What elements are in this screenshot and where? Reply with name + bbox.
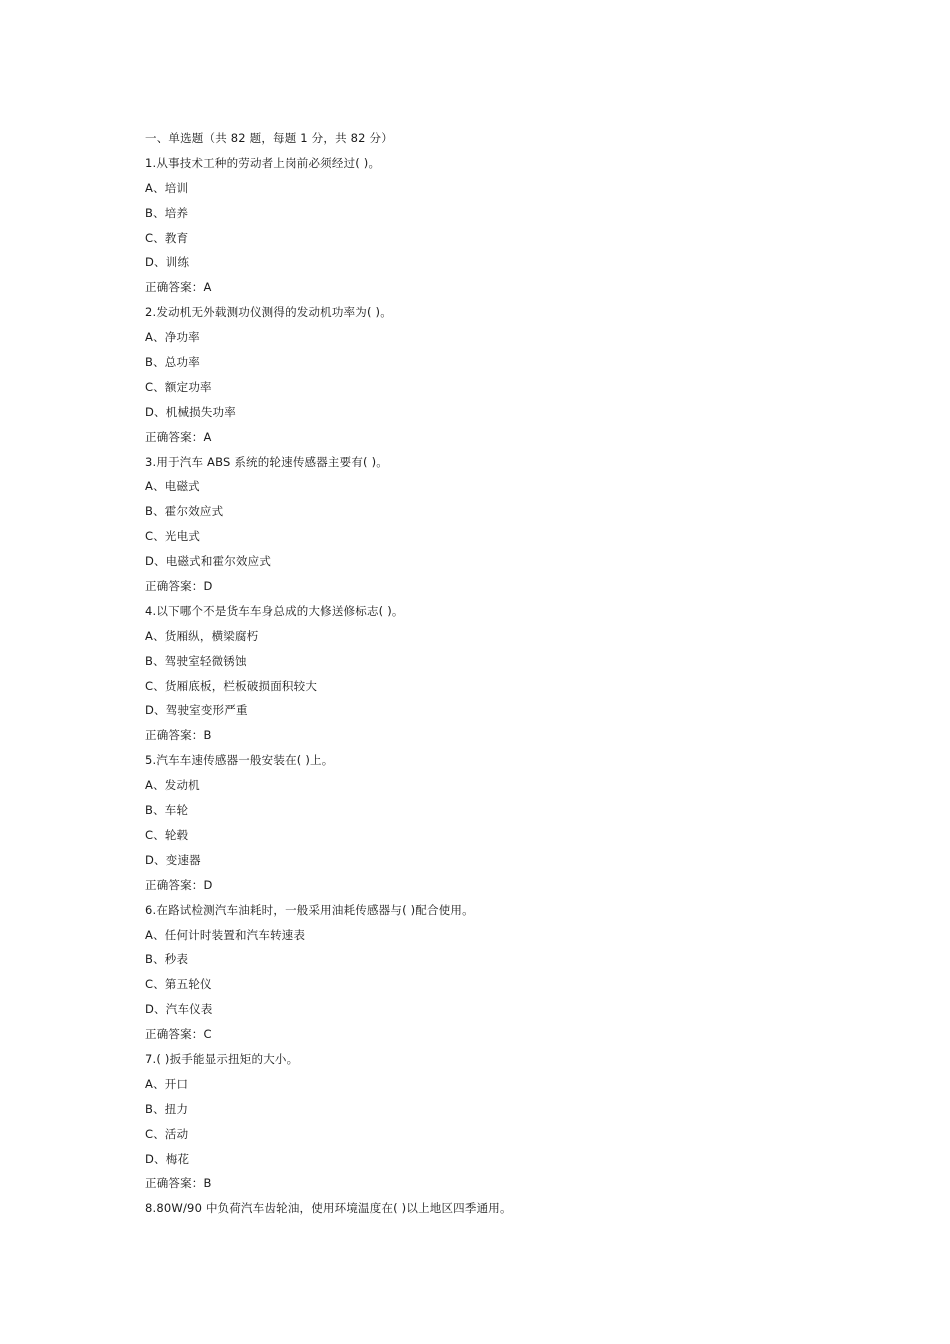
- question-stem: 6.在路试检测汽车油耗时，一般采用油耗传感器与( )配合使用。: [145, 902, 474, 917]
- option-d: D、电磁式和霍尔效应式: [145, 554, 272, 569]
- option-a: A、净功率: [145, 330, 200, 345]
- option-c: C、轮毂: [145, 827, 189, 842]
- option-d: D、驾驶室变形严重: [145, 703, 248, 718]
- question-2: [145, 300, 905, 449]
- question-stem: 1.从事技术工种的劳动者上岗前必须经过( )。: [145, 155, 381, 170]
- question-4: [145, 599, 905, 748]
- option-b: B、驾驶室轻微锈蚀: [145, 653, 247, 668]
- option-c: C、第五轮仪: [145, 977, 212, 992]
- option-a: A、培训: [145, 180, 189, 195]
- option-b: B、扭力: [145, 1101, 189, 1116]
- option-d: D、变速器: [145, 852, 201, 867]
- option-b: B、总功率: [145, 355, 200, 370]
- question-5: [145, 748, 905, 897]
- option-c: C、光电式: [145, 529, 201, 544]
- question-stem: 8.80W/90 中负荷汽车齿轮油，使用环境温度在( )以上地区四季通用。: [145, 1201, 512, 1216]
- option-a: A、开口: [145, 1076, 189, 1091]
- option-d: D、机械损失功率: [145, 404, 236, 419]
- option-b: B、秒表: [145, 952, 189, 967]
- option-d: D、汽车仪表: [145, 1002, 213, 1017]
- option-a: A、任何计时装置和汽车转速表: [145, 927, 306, 942]
- question-7: [145, 1047, 905, 1196]
- question-1: [145, 151, 905, 300]
- correct-answer: 正确答案：A: [145, 429, 212, 444]
- option-a: A、发动机: [145, 778, 200, 793]
- question-stem: 5.汽车车速传感器一般安装在( )上。: [145, 753, 334, 768]
- option-c: C、货厢底板，栏板破损面积较大: [145, 678, 318, 693]
- question-stem: 3.用于汽车 ABS 系统的轮速传感器主要有( )。: [145, 454, 388, 469]
- option-b: B、霍尔效应式: [145, 504, 224, 519]
- option-b: B、培养: [145, 205, 189, 220]
- question-stem: 2.发动机无外载测功仪测得的发动机功率为( )。: [145, 305, 392, 320]
- question-3: [145, 450, 905, 599]
- option-d: D、训练: [145, 255, 190, 270]
- correct-answer: 正确答案：B: [145, 728, 212, 743]
- correct-answer: 正确答案：B: [145, 1176, 212, 1191]
- option-c: C、教育: [145, 230, 189, 245]
- option-c: C、额定功率: [145, 379, 212, 394]
- option-a: A、货厢纵，横梁腐朽: [145, 628, 259, 643]
- question-8: [145, 1196, 905, 1221]
- correct-answer: 正确答案：D: [145, 579, 213, 594]
- option-d: D、梅花: [145, 1151, 190, 1166]
- option-a: A、电磁式: [145, 479, 200, 494]
- question-stem: 7.( )扳手能显示扭矩的大小。: [145, 1051, 299, 1066]
- option-b: B、车轮: [145, 803, 189, 818]
- document-body: [145, 126, 905, 1221]
- correct-answer: 正确答案：C: [145, 1027, 212, 1042]
- option-c: C、活动: [145, 1126, 189, 1141]
- question-stem: 4.以下哪个不是货车车身总成的大修送修标志( )。: [145, 603, 404, 618]
- question-6: [145, 898, 905, 1047]
- correct-answer: 正确答案：A: [145, 280, 212, 295]
- section-title: 一、单选题（共 82 题，每题 1 分，共 82 分）: [145, 131, 393, 145]
- correct-answer: 正确答案：D: [145, 877, 213, 892]
